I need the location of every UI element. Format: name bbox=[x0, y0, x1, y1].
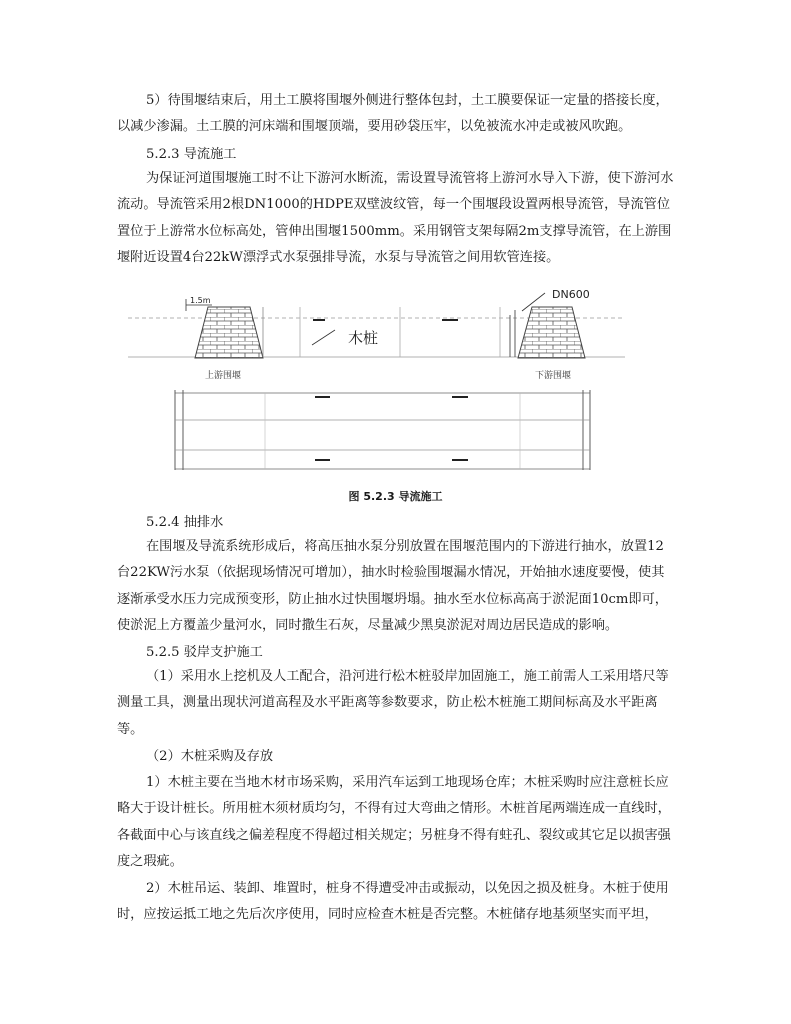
paragraph-pile-purchase: 1）木桩主要在当地木材市场采购，采用汽车运到工地现场仓库；木桩采购时应注意桩长应略大于设计桩长。所用桩木须材质均匀，不得有过大弯曲之情形。木桩首尾两端连成一直线时，各截面中心与该直线之偏差程度不得超过相关规定；另桩身不得有蛀孔、裂纹或其它足以损害强度之瑕疵。 bbox=[117, 775, 671, 870]
figure-caption: 图 5.2.3 导流施工 bbox=[348, 490, 443, 503]
paragraph-geomembrane: 5）待围堰结束后，用土工膜将围堰外侧进行整体包封，土工膜要保证一定量的搭接长度，以减少渗漏。土工膜的河床端和围堰顶端，要用砂袋压牢，以免被流水冲走或被风吹跑。 bbox=[117, 93, 669, 135]
paragraph-pile-handling: 2）木桩吊运、装卸、堆置时，桩身不得遭受冲击或振动，以免因之损及桩身。木桩于使用时，应按运抵工地之先后次序使用，同时应检查木桩是否完整。木桩储存地基须坚实而平坦， bbox=[117, 881, 669, 923]
heading-pile-purchase: （2）木桩采购及存放 bbox=[146, 749, 274, 764]
paragraph-diversion: 为保证河道围堰施工时不让下游河水断流，需设置导流管将上游河水导入下游，使下游河水流动。导流管采用2根DN1000的HDPE双壁波纹管，每一个围堰段设置两根导流管，导流管位置位于上游常水位标高处，管伸出围堰1500mm。采用钢管支架每隔2m支撑导流管，在上游围堰附近设置4台22kW漂浮式水泵强排导流，水泵与导流管之间用软管连接。 bbox=[117, 171, 674, 266]
heading-5-2-3: 5.2.3 导流施工 bbox=[146, 147, 237, 162]
label-upstream: 上游围堰 bbox=[205, 371, 242, 381]
label-1-5m: 1.5m bbox=[190, 296, 211, 305]
downstream-cofferdam bbox=[518, 307, 585, 358]
pile-pointer bbox=[312, 330, 335, 345]
paragraph-revetment: （1）采用水上挖机及人工配合，沿河进行松木桩驳岸加固施工，施工前需人工采用塔尺等测量工具，测量出现状河道高程及水平距离等参数要求，防止松木桩施工期间标高及水平距离等。 bbox=[117, 669, 669, 737]
label-dn600: DN600 bbox=[552, 288, 590, 301]
heading-5-2-4: 5.2.4 抽排水 bbox=[146, 515, 224, 530]
label-wood-pile: 木桩 bbox=[348, 329, 379, 347]
heading-5-2-5: 5.2.5 驳岸支护施工 bbox=[146, 645, 263, 660]
paragraph-pumping: 在围堰及导流系统形成后，将高压抽水泵分别放置在围堰范围内的下游进行抽水，放置12台22KW污水泵（依据现场情况可增加），抽水时检验围堰漏水情况，开始抽水速度要慢，使其逐渐承受水压力完成预变形，防止抽水过快围堰坍塌。抽水至水位标高高于淤泥面10cm即可，使淤泥上方覆盖少量河水，同时撒生石灰，尽量减少黑臭淤泥对周边居民造成的影响。 bbox=[117, 539, 668, 634]
upstream-cofferdam bbox=[195, 307, 263, 358]
label-downstream: 下游围堰 bbox=[535, 371, 572, 381]
diversion-figure bbox=[0, 285, 791, 485]
